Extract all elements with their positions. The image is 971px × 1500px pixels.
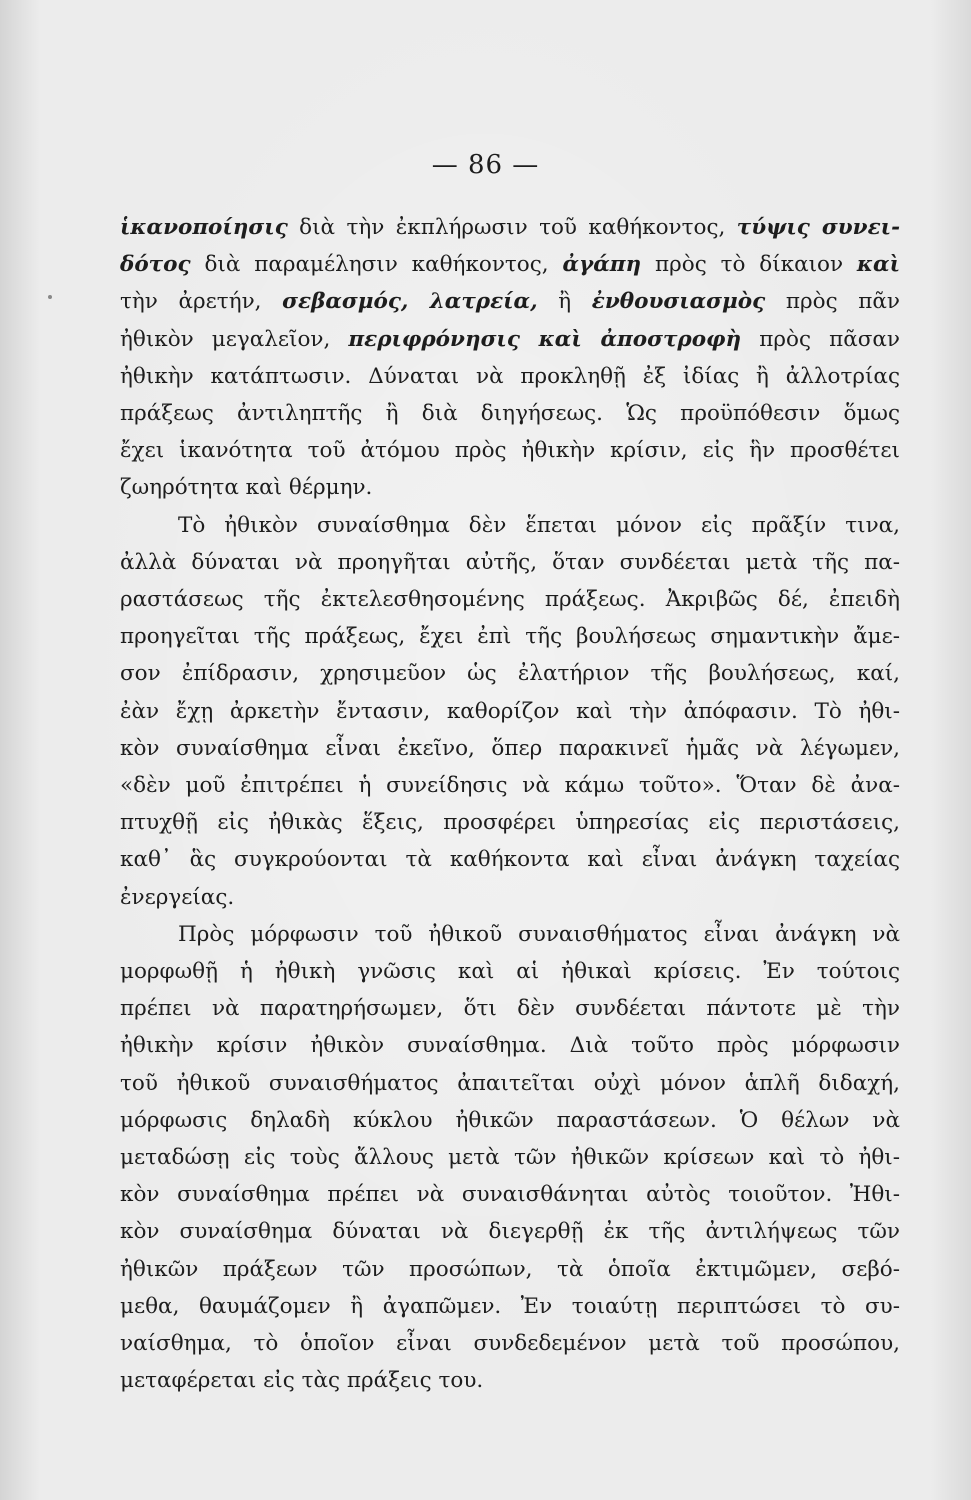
- text-segment: μόρφωσις δηλαδὴ κύκλου ἠθικῶν παραστάσεων. Ὁ θέλων νὰ: [120, 1107, 900, 1133]
- text-segment: ἠθικὴν κατάπτωσιν. Δύναται νὰ προκληθῇ ἐξ ἰδίας ἢ ἀλλοτρίας: [120, 363, 900, 389]
- emphasized-term: δότος: [120, 252, 191, 278]
- text-segment: διὰ τὴν ἐκπλήρωσιν τοῦ καθήκοντος,: [287, 215, 737, 240]
- text-segment: ἠθικῶν πράξεων τῶν προσώπων, τὰ ὁποῖα ἐκτιμῶμεν, σεβό-: [120, 1256, 900, 1282]
- text-segment: κὸν συναίσθημα πρέπει νὰ συναισθάνηται αὐτὸς τοιοῦτον. Ἠθι-: [120, 1182, 900, 1208]
- text-line: [120, 767, 900, 804]
- text-line: [120, 1213, 900, 1250]
- text-line: [120, 655, 900, 692]
- text-line: [120, 693, 900, 730]
- text-segment: πρὸς τὸ δίκαιον: [641, 252, 857, 278]
- text-line: [120, 1288, 900, 1325]
- text-line: [120, 990, 900, 1027]
- text-segment: σον ἐπίδρασιν, χρησιμεῦον ὡς ἐλατήριον τῆς βουλήσεως, καί,: [120, 661, 900, 687]
- text-segment: πρὸς πᾶν: [765, 289, 901, 315]
- text-line: [120, 1027, 900, 1064]
- emphasized-term: περιφρόνησις καὶ ἀποστροφὴ: [348, 326, 742, 352]
- text-segment: τοῦ ἠθικοῦ συναισθήματος ἀπαιτεῖται οὐχὶ μόνον ἁπλῆ διδαχή,: [120, 1070, 900, 1096]
- text-line: [120, 544, 900, 581]
- text-line: [120, 581, 900, 618]
- text-line: [120, 804, 900, 841]
- text-line: [120, 1065, 900, 1102]
- text-line: [120, 246, 900, 283]
- text-line: [120, 507, 900, 544]
- emphasized-term: ἱκανοποίησις: [120, 215, 288, 240]
- text-segment: μεθα, θαυμάζομεν ἢ ἀγαπῶμεν. Ἐν τοιαύτῃ περιπτώσει τὸ συ-: [120, 1293, 900, 1319]
- text-segment: ζωηρότητα καὶ θέρμην.: [120, 475, 373, 501]
- text-segment: ἢ: [537, 289, 592, 315]
- text-line: [120, 953, 900, 990]
- text-segment: ἠθικὸν μεγαλεῖον,: [120, 326, 349, 352]
- text-segment: κὸν συναίσθημα εἶναι ἐκεῖνο, ὅπερ παρακινεῖ ἡμᾶς νὰ λέγωμεν,: [120, 735, 900, 761]
- text-segment: ἠθικὴν κρίσιν ἠθικὸν συναίσθημα. Διὰ τοῦτο πρὸς μόρφωσιν: [120, 1033, 900, 1059]
- paper-speck: [48, 295, 52, 299]
- text-segment: καθ᾽ ἃς συγκρούονται τὰ καθήκοντα καὶ εἶναι ἀνάγκη ταχείας: [120, 847, 900, 873]
- text-segment: κὸν συναίσθημα δύναται νὰ διεγερθῇ ἐκ τῆς ἀντιλήψεως τῶν: [120, 1219, 900, 1245]
- text-line: [120, 1176, 900, 1213]
- text-segment: ἀλλὰ δύναται νὰ προηγῆται αὐτῆς, ὅταν συνδέεται μετὰ τῆς πα-: [120, 549, 900, 575]
- text-line: [120, 395, 900, 432]
- text-segment: πρὸς πᾶσαν: [741, 326, 900, 352]
- emphasized-term: ἐνθουσιασμὸς: [591, 289, 766, 315]
- text-segment: ἐὰν ἔχῃ ἀρκετὴν ἔντασιν, καθορίζον καὶ τὴν ἀπόφασιν. Τὸ ἠθι-: [120, 698, 900, 724]
- text-segment: διὰ παραμέλησιν καθήκοντος,: [190, 252, 563, 278]
- text-line: [120, 879, 900, 916]
- text-segment: μεταδώσῃ εἰς τοὺς ἄλλους μετὰ τῶν ἠθικῶν κρίσεων καὶ τὸ ἠθι-: [120, 1145, 900, 1171]
- text-segment: ραστάσεως τῆς ἐκτελεσθησομένης πράξεως. Ἀκριβῶς δέ, ἐπειδὴ: [120, 587, 900, 613]
- text-line: [120, 1251, 900, 1288]
- text-line: [120, 432, 900, 469]
- text-line: [120, 209, 900, 246]
- text-line: [120, 283, 900, 320]
- emphasized-term: τύψις συνει-: [736, 215, 900, 240]
- emphasized-term: σεβασμός, λατρεία,: [282, 289, 538, 315]
- text-line: [120, 1325, 900, 1362]
- text-line: [120, 321, 900, 358]
- text-line: [120, 358, 900, 395]
- text-line: [120, 916, 900, 953]
- text-line: [120, 1139, 900, 1176]
- text-segment: ἐνεργείας.: [120, 884, 235, 910]
- text-line: [120, 1102, 900, 1139]
- body-text: [120, 209, 900, 1400]
- text-line: [120, 1362, 900, 1399]
- text-segment: μεταφέρεται εἰς τὰς πράξεις του.: [120, 1368, 484, 1394]
- text-line: [120, 730, 900, 767]
- text-segment: πτυχθῇ εἰς ἠθικὰς ἕξεις, προσφέρει ὑπηρεσίας εἰς περιστάσεις,: [120, 810, 900, 836]
- text-segment: πρέπει νὰ παρατηρήσωμεν, ὅτι δὲν συνδέεται πάντοτε μὲ τὴν: [120, 996, 900, 1022]
- text-line: [120, 618, 900, 655]
- text-line: [120, 841, 900, 878]
- emphasized-term: καὶ: [856, 252, 900, 278]
- text-segment: μορφωθῇ ἡ ἠθικὴ γνῶσις καὶ αἱ ἠθικαὶ κρίσεις. Ἐν τούτοις: [120, 959, 900, 985]
- text-segment: Πρὸς μόρφωσιν τοῦ ἠθικοῦ συναισθήματος εἶναι ἀνάγκη νὰ: [178, 921, 900, 947]
- text-segment: πράξεως ἀντιληπτῆς ἢ διὰ διηγήσεως. Ὡς προϋπόθεσιν ὅμως: [120, 401, 900, 427]
- text-segment: Τὸ ἠθικὸν συναίσθημα δὲν ἕπεται μόνον εἰς πρᾶξίν τινα,: [178, 512, 900, 538]
- text-segment: προηγεῖται τῆς πράξεως, ἔχει ἐπὶ τῆς βουλήσεως σημαντικὴν ἄμε-: [120, 624, 900, 650]
- emphasized-term: ἀγάπη: [562, 252, 642, 278]
- text-segment: ἔχει ἱκανότητα τοῦ ἀτόμου πρὸς ἠθικὴν κρίσιν, εἰς ἣν προσθέτει: [120, 438, 900, 464]
- text-segment: ναίσθημα, τὸ ὁποῖον εἶναι συνδεδεμένον μετὰ τοῦ προσώπου,: [120, 1331, 900, 1357]
- page-number: — 86 —: [431, 150, 540, 180]
- text-segment: «δὲν μοῦ ἐπιτρέπει ἡ συνείδησις νὰ κάμω τοῦτο». Ὅταν δὲ ἀνα-: [120, 773, 900, 799]
- text-segment: τὴν ἀρετήν,: [120, 289, 283, 315]
- text-line: [120, 469, 900, 506]
